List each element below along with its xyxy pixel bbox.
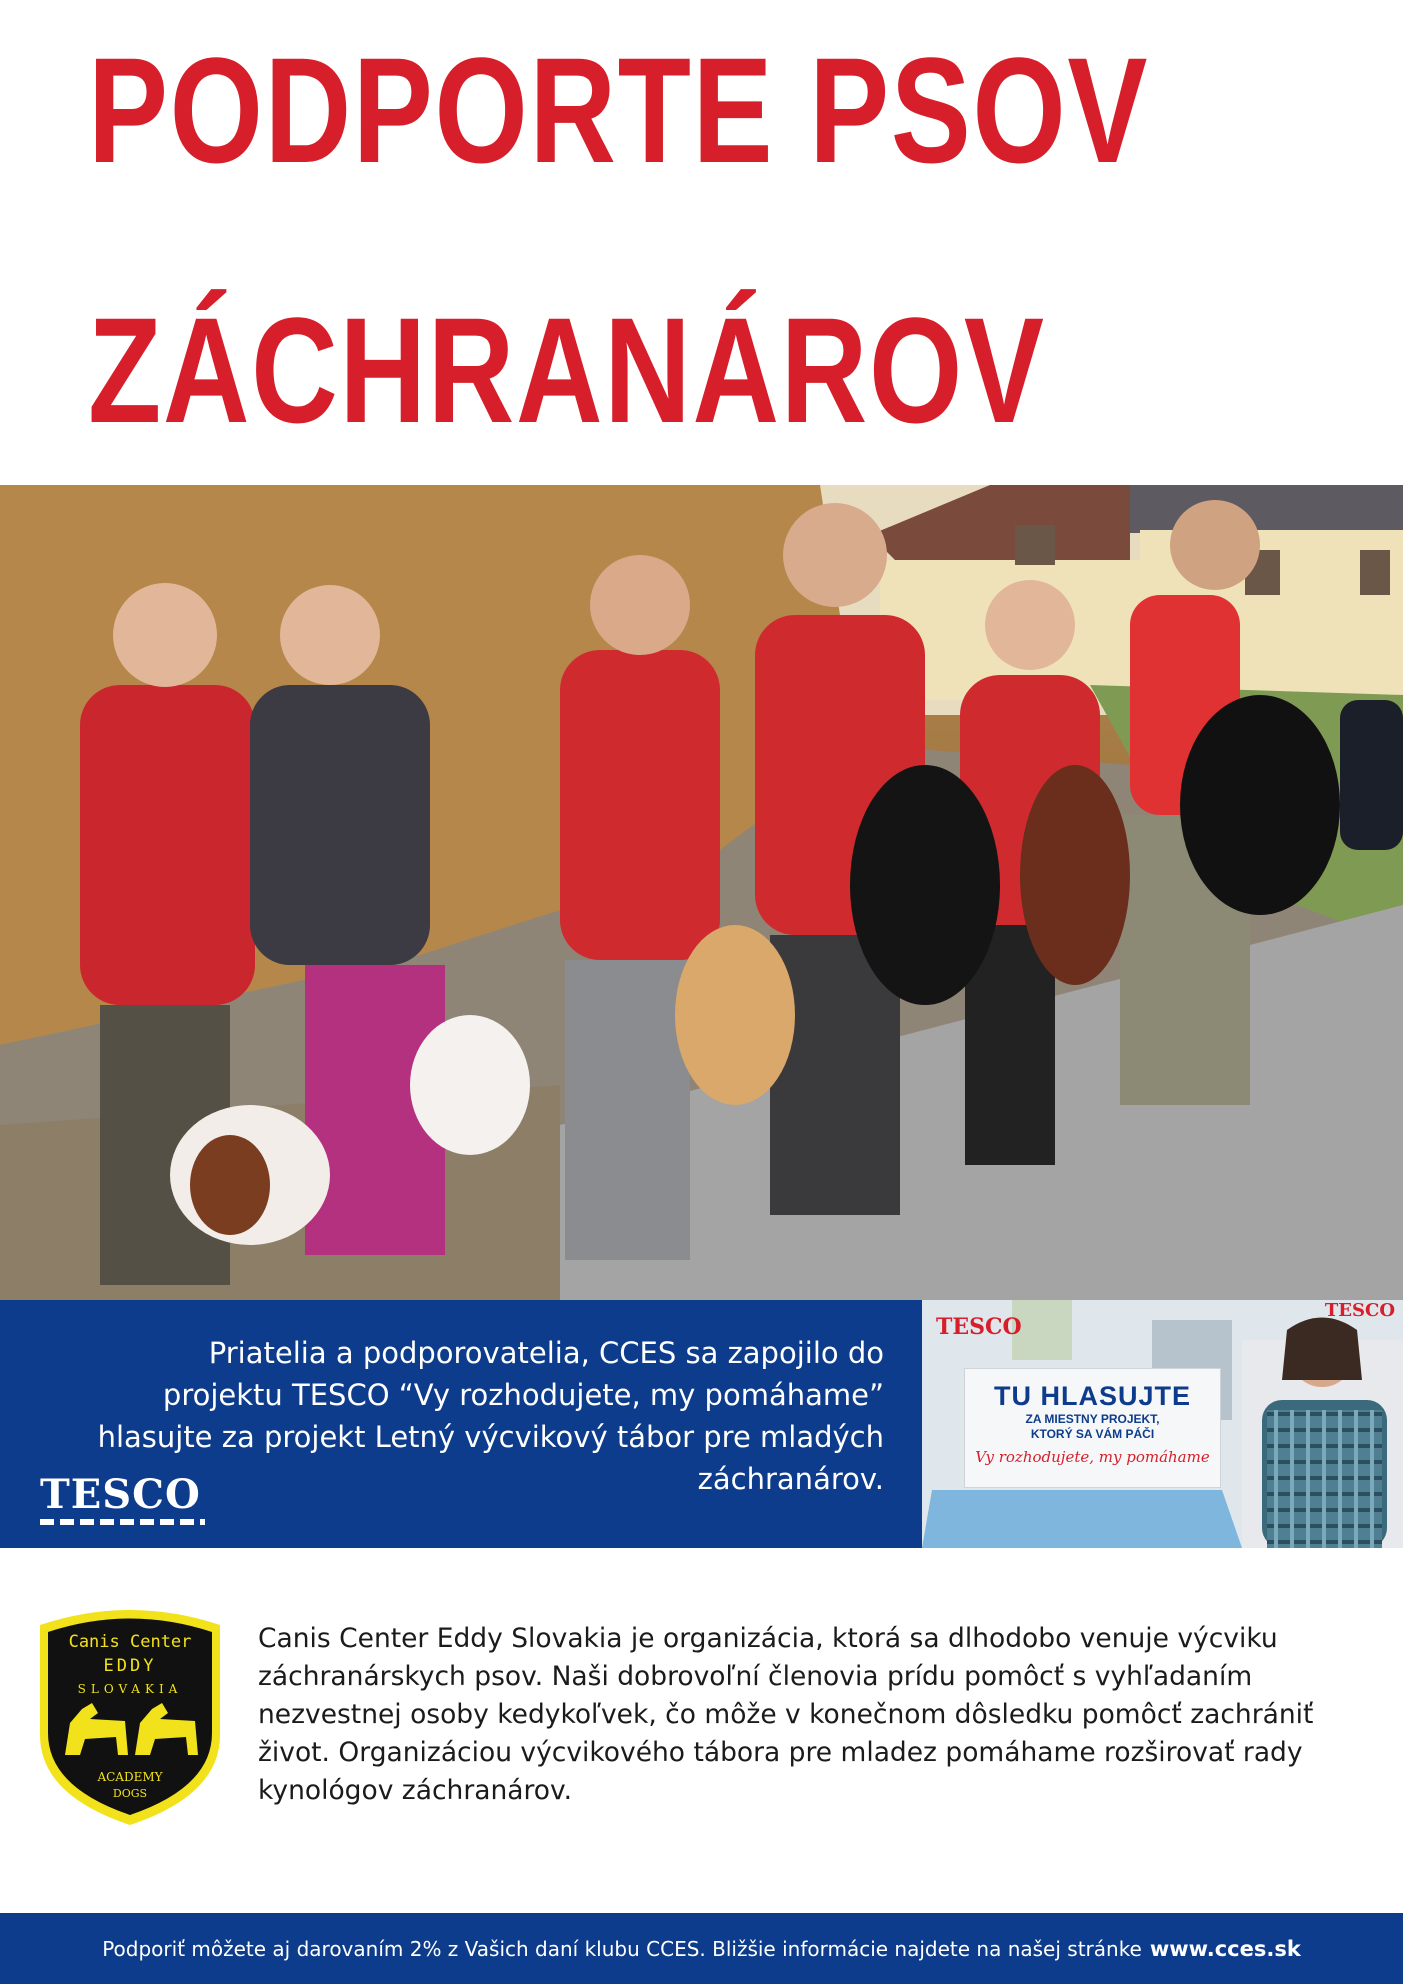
tesco-logo [40,1471,205,1525]
tesco-logo-text: TESCO [40,1471,201,1518]
vote-board-line-2: KTORÝ SA VÁM PÁČI [1030,1427,1155,1441]
badge-line-2: EDDY [103,1656,157,1676]
rescue-team-photo [0,485,1403,1300]
badge-line-1: Canis Center [68,1632,192,1652]
announcement-band [0,1300,922,1548]
announcement-text: Priatelia a podporovatelia, CCES sa zapojilo do projektu TESCO “Vy rozhodujete, my pomáhame” hlasujte za projekt Letný výcvikový tábor pre mladých záchranárov. [97,1336,884,1496]
footer-text: Podporiť môžete aj darovaním 2% z Vašich daní klubu CCES. Bližšie informácie najdete na našej stránke [102,1936,1142,1961]
badge-line-3: SLOVAKIA [77,1682,183,1696]
headline-line-1: PODPORTE PSOV [88,26,1150,194]
badge-line-5: DOGS [112,1787,148,1800]
headline-line-2: ZÁCHRANÁROV [88,286,1046,454]
vote-board-slogan: Vy rozhodujete, my pomáhame [975,1448,1210,1466]
rescue-team-illustration [0,485,1403,1300]
vote-store-logo-corner: TESCO [1324,1300,1395,1321]
badge-line-4: ACADEMY [97,1770,163,1784]
canis-center-badge [30,1605,230,1827]
vote-board-line-1: ZA MIESTNY PROJEKT, [1025,1412,1160,1426]
vote-board [964,1368,1221,1488]
vote-store-logo: TESCO [936,1314,1022,1340]
organization-description: Canis Center Eddy Slovakia je organizácia, ktorá sa dlhodobo venuje výcviku záchranárskych psov. Naši dobrovoľní členovia prídu pomôcť s vyhľadaním nezvestnej osoby kedykoľvek, čo môže v konečnom dôsledku pomôcť zachrániť život. Organizáciou výcvikového tábora pre mladez pomáhame rozširovať rady kynológov záchranárov. [258,1623,1314,1806]
footer-website-link[interactable]: www.cces.sk [1149,1936,1301,1961]
tesco-logo-stripes [40,1519,205,1525]
vote-station-photo [922,1300,1403,1548]
vote-board-title: TU HLASUJTE [993,1381,1191,1411]
footer-band [0,1913,1403,1984]
